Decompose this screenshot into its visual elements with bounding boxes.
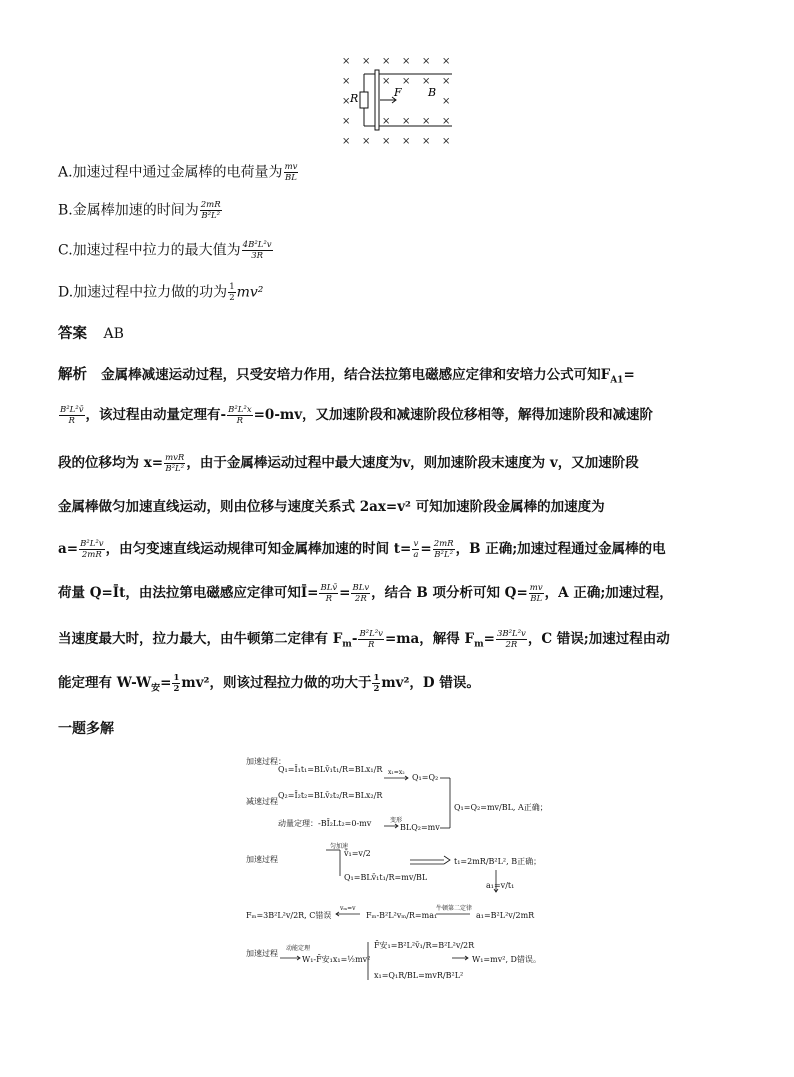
flow-r4-q: Q₁=BLv̄₁t₁/R=mv/BL	[344, 873, 428, 882]
flow-r7-label: 加速过程	[246, 949, 278, 958]
svg-text:×: ×	[442, 76, 451, 87]
flow-r6-left: Fₘ=3B²L²v/2R, C错误	[246, 911, 332, 920]
flow-r5-a: a₁=v/t₁	[486, 881, 515, 890]
flow-r4-label: 加速过程	[246, 855, 278, 864]
svg-text:×: ×	[382, 76, 391, 87]
svg-text:×: ×	[362, 56, 371, 67]
label-b: B	[428, 86, 437, 99]
resistor	[360, 92, 368, 108]
svg-text:×: ×	[342, 96, 351, 107]
flow-r4-res: t₁=2mR/B²L², B正确；	[454, 857, 542, 866]
flow-r3-eq: 动量定理：-BĪ₂Lt₂=0-mv	[278, 819, 372, 828]
analysis-label: 解析	[58, 366, 87, 383]
flow-r7-x: x₁=Q₁R/BL=mvR/B²L²	[374, 971, 464, 980]
svg-text:×: ×	[382, 136, 391, 147]
flow-r2-label: 减速过程	[246, 797, 278, 806]
flow-r6-res: a₁=B²L²v/2mR	[476, 911, 535, 920]
flow-r6-law: 牛顿第二定律	[436, 905, 473, 912]
answer-value: AB	[103, 326, 124, 342]
flow-r4-mid: 匀加速	[330, 843, 349, 850]
flow-r7-law: 动能定理	[286, 945, 311, 952]
flow-r7-eq: W₁-F̄安₁x₁=½mv²	[302, 955, 371, 964]
flow-r3-mid: 变形	[390, 817, 403, 824]
svg-text:×: ×	[422, 56, 431, 67]
analysis-line-3: 段的位移均为 x= $\frac{\text{mvR}}{\text{B²L²}}$ ，由于金属棒运动过程中最大速度为v，则加速阶段末速度为 v，又加速阶段	[58, 453, 639, 474]
solution-flow-diagram	[240, 752, 570, 992]
answer-line	[58, 322, 124, 343]
flow-r1-eq: Q₁=Ī₁t₁=BLv̄₁t₁/R=BLx₁/R	[278, 765, 383, 774]
analysis-line-7: 当速度最大时，拉力最大，由牛顿第二定律有 $F_m-$ $\frac{\text{B²L²v}}{R}$ =ma，解得 $F_m=$ $\frac{\text{3B²L²v}}{2R}$ ，C 错误;加速过程由动	[58, 629, 670, 650]
option-d: D.加速过程中拉力做的功为 $\frac{1}{2}$ mv²	[58, 282, 264, 303]
flow-r7-res: W₁=mv², D错误。	[472, 955, 541, 964]
field-cross: ×	[342, 56, 351, 67]
analysis-line-4: 金属棒做匀加速直线运动，则由位移与速度关系式 2ax=v² 可知加速阶段金属棒的加速度为	[58, 499, 605, 515]
svg-text:×: ×	[362, 136, 371, 147]
flow-r2-eq: Q₂=Ī₂t₂=BLv̄₂t₂/R=BLx₂/R	[278, 791, 383, 800]
svg-text:×: ×	[382, 56, 391, 67]
svg-text:×: ×	[402, 116, 411, 127]
svg-text:×: ×	[442, 136, 451, 147]
answer-label: 答案	[58, 325, 87, 342]
label-f: F	[394, 86, 402, 99]
analysis-line-2: $\frac{\text{B²L²v̄}}{R}$ ，该过程由动量定理有- $\frac{\text{B²L²x}}{R}$ =0-mv，又加速阶段和减速阶段位移相等，解得加速阶段和减速阶	[60, 405, 654, 426]
multi-solution-heading: 一题多解	[58, 721, 114, 737]
metal-rod	[375, 70, 379, 130]
circuit-figure	[330, 52, 470, 148]
svg-text:×: ×	[402, 136, 411, 147]
svg-text:×: ×	[422, 136, 431, 147]
flow-r7-f: F̄安₁=B²L²v̄₁/R=B²L²v/2R	[374, 941, 475, 950]
analysis-line-5: a= $\frac{\text{B²L²v}}{2mR}$ ，由匀变速直线运动规律可知金属棒加速的时间 t= $\frac{v}{a}$ = $\frac{2mR}{\text{B²L²}}$ ，B 正确;加速过程通过金属棒的电	[58, 539, 666, 560]
svg-text:×: ×	[442, 96, 451, 107]
option-a: A.加速过程中通过金属棒的电荷量为 $\frac{mv}{BL}$	[58, 162, 298, 183]
svg-text:×: ×	[442, 116, 451, 127]
flow-r6-mid: vₘ=v	[340, 905, 356, 912]
analysis-line-8: 能定理有 $W-W_安=$ $\frac{1}{2}$ mv²，则该过程拉力做的功大于 $\frac{1}{2}$ mv²，D 错误。	[58, 673, 480, 694]
svg-text:×: ×	[422, 116, 431, 127]
svg-text:×: ×	[402, 56, 411, 67]
svg-text:×: ×	[402, 76, 411, 87]
flow-r6-eq: Fₘ-B²L²vₘ/R=ma₁	[366, 911, 438, 920]
label-r: R	[350, 92, 359, 105]
svg-text:×: ×	[342, 136, 351, 147]
option-b: B.金属棒加速的时间为 $\frac{2mR}{\text{B²L²}}$	[58, 200, 221, 221]
option-c: C.加速过程中拉力的最大值为 $\frac{\text{4B²L²v}}{3R}$	[58, 240, 272, 261]
svg-text:×: ×	[422, 76, 431, 87]
analysis-line-1: 解析 金属棒减速运动过程，只受安培力作用，结合法拉第电磁感应定律和安培力公式可知$F_{A1}=$	[58, 366, 635, 386]
flow-r3-res: BLQ₂=mv	[400, 823, 440, 832]
svg-text:×: ×	[382, 116, 391, 127]
flow-r2-res: Q₁=Q₂=mv/BL, A正确；	[454, 803, 548, 812]
svg-text:×: ×	[342, 76, 351, 87]
analysis-line-6: 荷量 Q=Īt，由法拉第电磁感应定律可知Ī= $\frac{\text{BLv̄}}{R}$ = $\frac{\text{BLv}}{2R}$ ，结合 B 项分析可知 Q= $\frac{mv}{BL}$ ，A 正确;加速过程，	[58, 583, 673, 604]
flow-r1-res: Q₁=Q₂	[412, 773, 439, 782]
svg-text:×: ×	[342, 116, 351, 127]
flow-r1-label: 加速过程：	[246, 757, 286, 766]
svg-text:×: ×	[442, 56, 451, 67]
flow-r1-mid: x₁=x₂	[388, 769, 405, 776]
flow-r4-v: v̄₁=v/2	[344, 849, 371, 858]
